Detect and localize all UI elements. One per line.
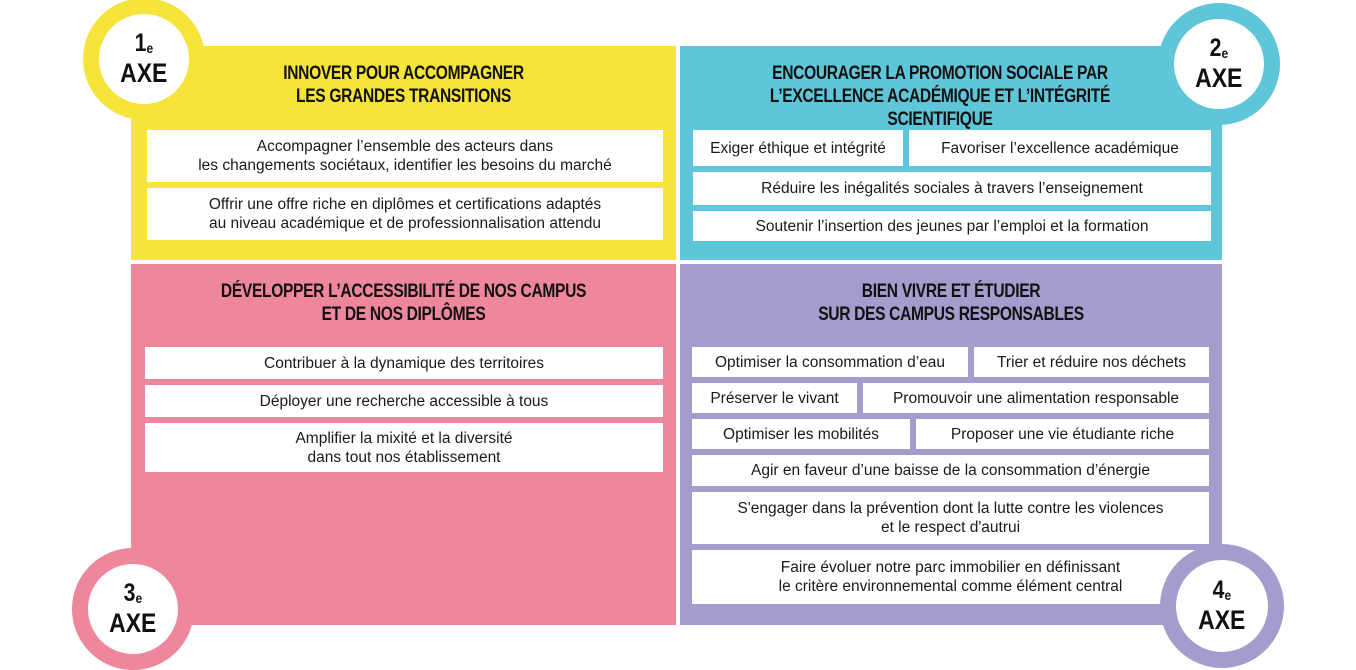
axe-4-item: Agir en faveur d’une baisse de la consommation d’énergie xyxy=(692,455,1209,486)
axe-4-item: Optimiser la consommation d’eau xyxy=(692,347,968,377)
axe-4-title: BIEN VIVRE ET ÉTUDIER SUR DES CAMPUS RESPONSABLES xyxy=(818,281,1084,325)
axe-2-item: Exiger éthique et intégrité xyxy=(693,130,903,166)
axe-3-item: Amplifier la mixité et la diversité dans tout nos établissement xyxy=(145,423,663,472)
axe-1-title: INNOVER POUR ACCOMPAGNER LES GRANDES TRANSITIONS xyxy=(283,63,524,107)
axe-3-badge: 3e AXE xyxy=(72,548,194,670)
axe-3-item: Déployer une recherche accessible à tous xyxy=(145,385,663,417)
axe-2-badge: 2e AXE xyxy=(1158,3,1280,125)
axe-4-item: Préserver le vivant xyxy=(692,383,857,413)
axe-4-badge: 4e AXE xyxy=(1160,544,1284,668)
axe-4-item: Trier et réduire nos déchets xyxy=(974,347,1209,377)
axe-1-item: Offrir une offre riche en diplômes et certifications adaptés au niveau académique et de professionnalisation attendu xyxy=(147,188,663,240)
axe-4-item: Proposer une vie étudiante riche xyxy=(916,419,1209,449)
axe-1-badge: 1e AXE xyxy=(83,0,205,120)
axe-4-item: Promouvoir une alimentation responsable xyxy=(863,383,1209,413)
axe-2-item: Favoriser l’excellence académique xyxy=(909,130,1211,166)
axe-3-item: Contribuer à la dynamique des territoires xyxy=(145,347,663,379)
axe-4-item: Faire évoluer notre parc immobilier en définissant le critère environnemental comme élément central xyxy=(692,550,1209,604)
axe-1-item: Accompagner l’ensemble des acteurs dans les changements sociétaux, identifier les besoins du marché xyxy=(147,130,663,182)
axe-3-title: DÉVELOPPER L’ACCESSIBILITÉ DE NOS CAMPUS ET DE NOS DIPLÔMES xyxy=(220,281,587,325)
axe-2-item: Soutenir l’insertion des jeunes par l’emploi et la formation xyxy=(693,211,1211,241)
axe-2-title: ENCOURAGER LA PROMOTION SOCIALE PAR L’EXCELLENCE ACADÉMIQUE ET L’INTÉGRITÉ SCIENTIFIQUE xyxy=(769,63,1111,130)
axe-4-item: Optimiser les mobilités xyxy=(692,419,910,449)
axe-4-item: S'engager dans la prévention dont la lutte contre les violences et le respect d'autrui xyxy=(692,492,1209,544)
axe-2-item: Réduire les inégalités sociales à travers l’enseignement xyxy=(693,172,1211,205)
